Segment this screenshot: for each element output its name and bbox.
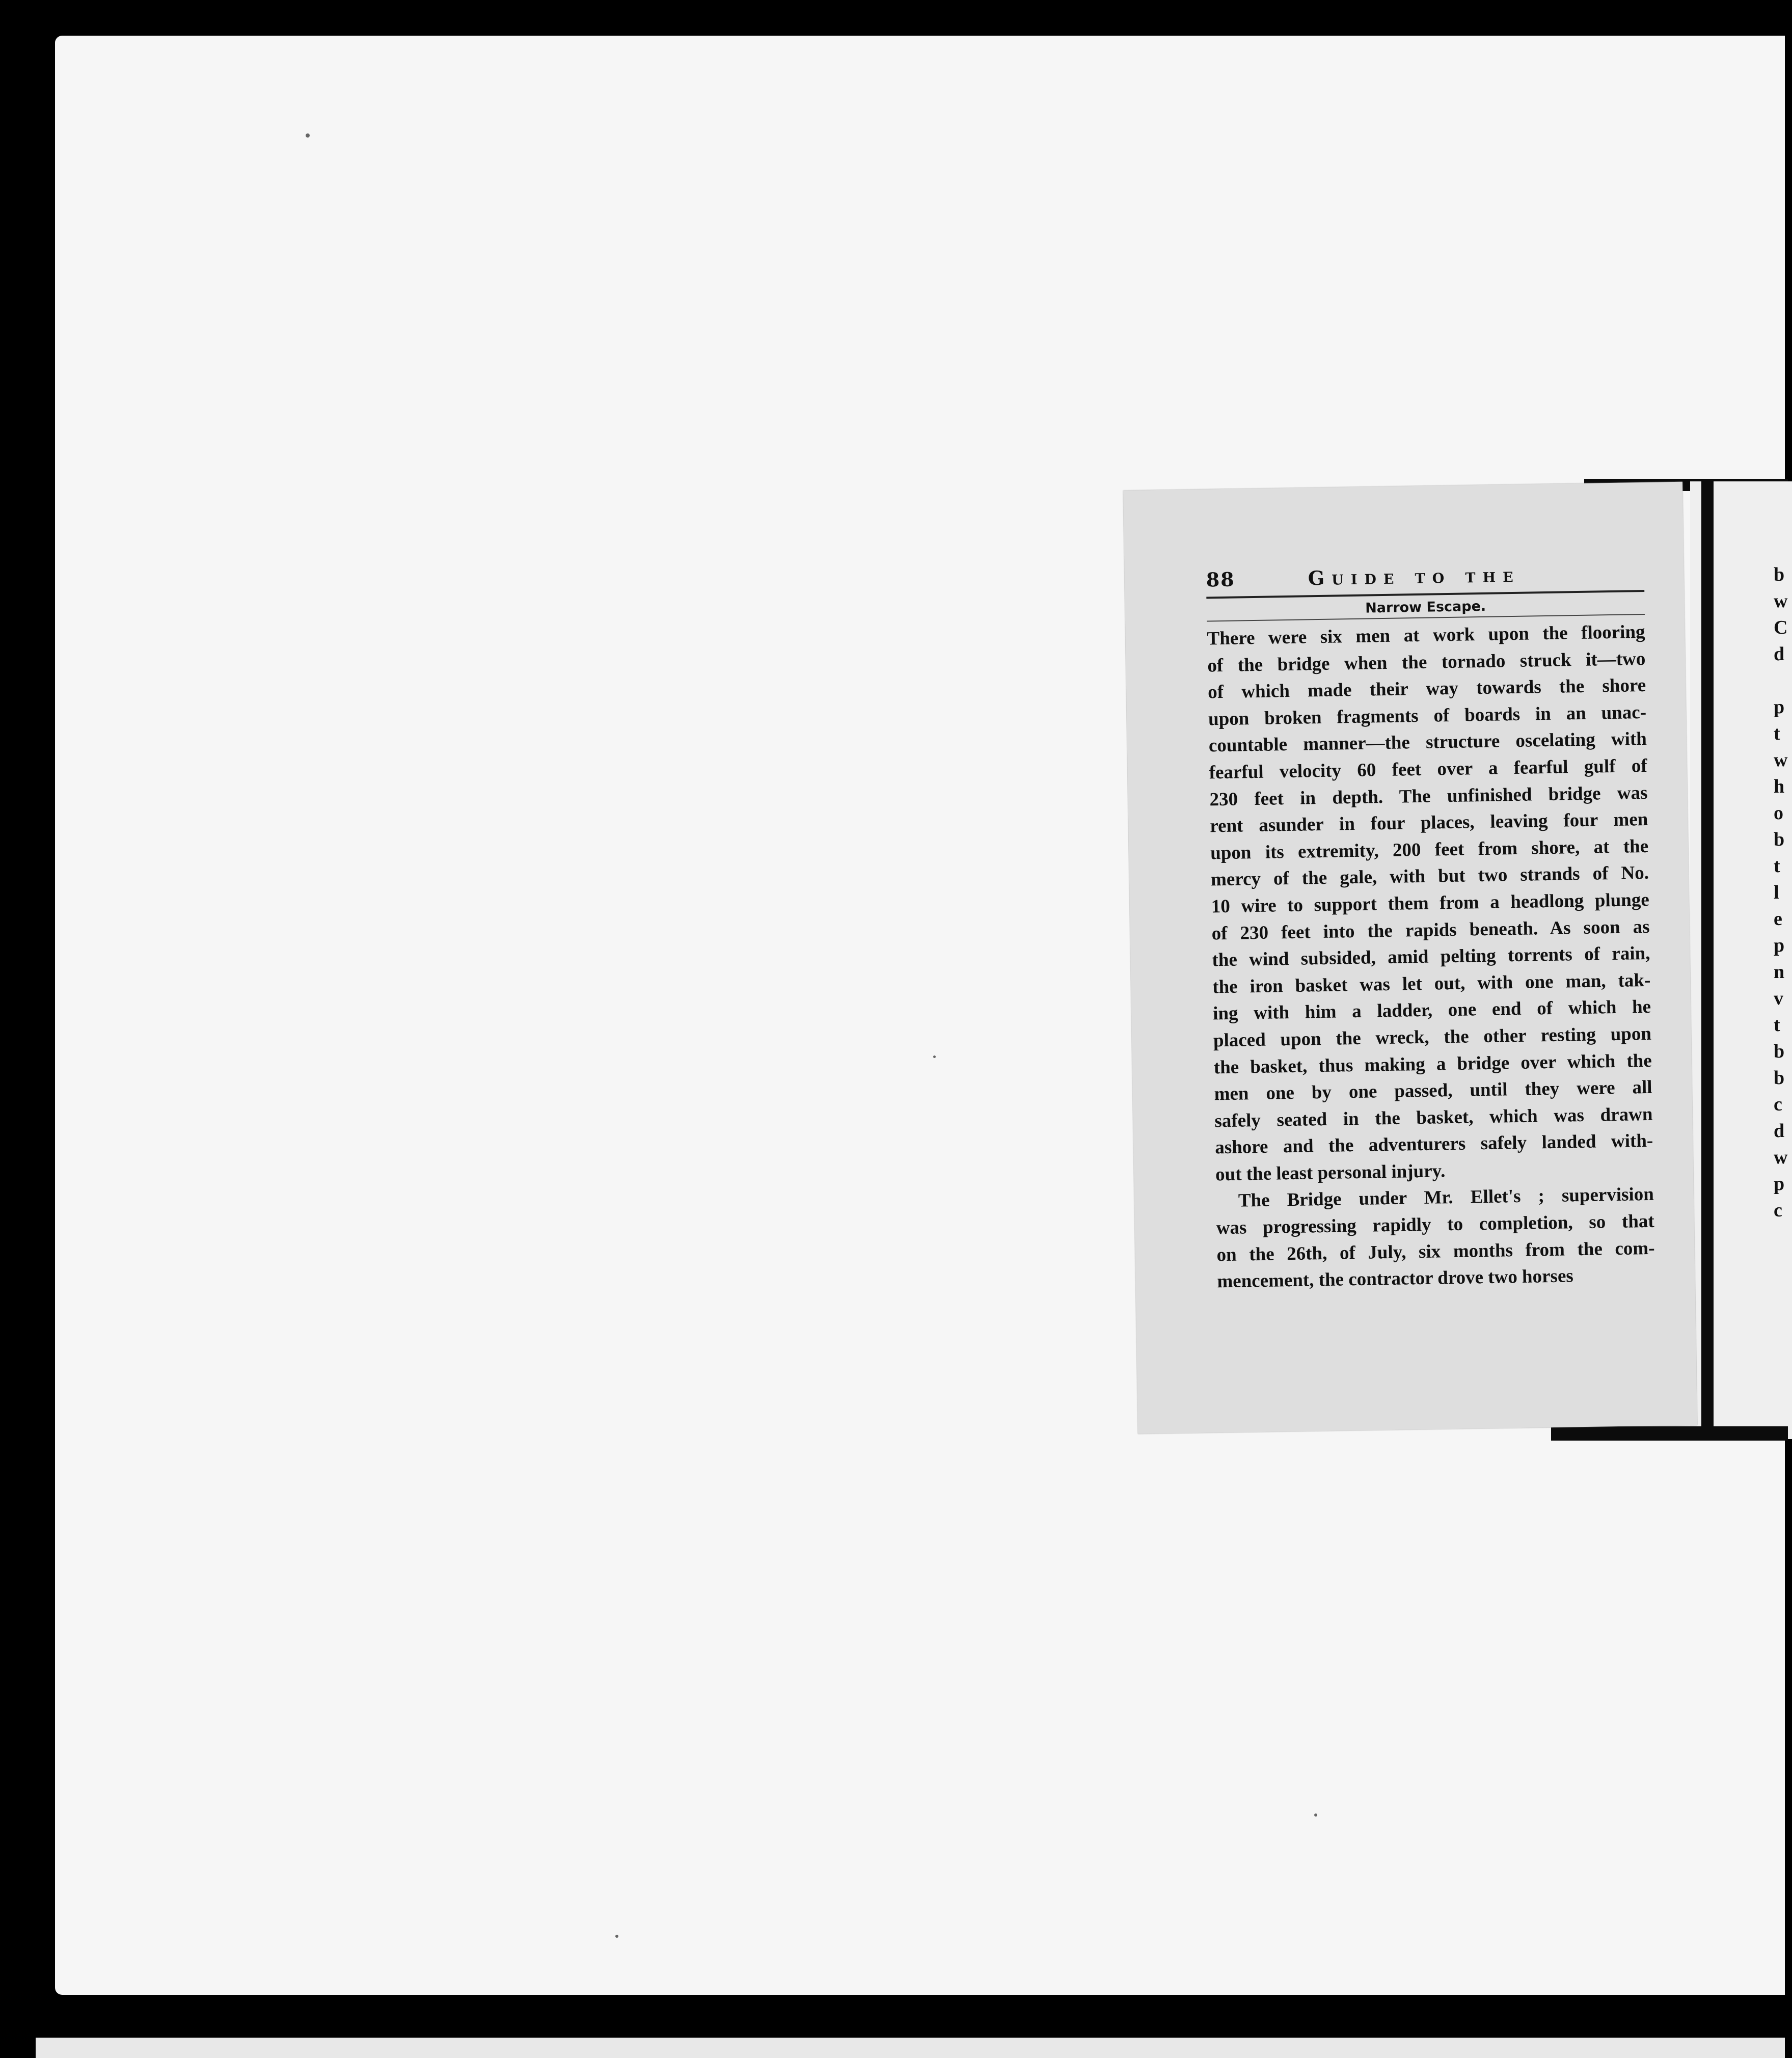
bottom-strip (36, 2038, 1785, 2058)
next-page-fragment: b (1774, 829, 1785, 850)
text-line: of which made their way towards the shore (1207, 675, 1646, 703)
next-page-fragment: c (1774, 1200, 1782, 1221)
next-page-fragment: w (1774, 749, 1788, 771)
section-title: Narrow Escape. (1365, 598, 1486, 616)
next-page-fragment: o (1774, 802, 1783, 824)
text-line: 10 wire to support them from a headlong plunge (1211, 889, 1650, 917)
text-line: of the bridge when the tornado struck it—two (1207, 648, 1646, 676)
text-line: out the least personal injury. (1215, 1160, 1446, 1185)
speck (615, 1935, 618, 1938)
text-line: upon its extremity, 200 feet from shore, at the (1210, 835, 1649, 864)
next-page-fragment: d (1774, 1120, 1785, 1142)
text-line: safely seated in the basket, which was drawn (1214, 1103, 1653, 1132)
page-content (1206, 561, 1655, 1295)
next-page-fragment: p (1774, 935, 1785, 956)
text-line: of 230 feet into the rapids beneath. As soon as (1211, 916, 1650, 944)
next-page-fragment: p (1774, 696, 1785, 718)
next-page-fragment: t (1774, 855, 1780, 877)
text-line: the basket, thus making a bridge over which the (1213, 1050, 1652, 1078)
text-line: upon broken fragments of boards in an unac- (1208, 701, 1647, 730)
text-line: the wind subsided, amid pelting torrents of rain, (1212, 942, 1650, 971)
next-page-fragment: w (1774, 1147, 1788, 1168)
clip-bar-bottom (1551, 1426, 1788, 1441)
next-page-fragment: n (1774, 961, 1785, 983)
next-page-fragment: h (1774, 776, 1785, 797)
text-line: countable manner—the structure oscelating with (1208, 728, 1647, 756)
next-page-fragment: v (1774, 988, 1783, 1009)
next-page-fragment (1774, 667, 1789, 694)
text-line: There were six men at work upon the flooring (1207, 621, 1645, 649)
next-page-fragment: b (1774, 564, 1785, 585)
text-line: the iron basket was let out, with one man, tak- (1212, 969, 1651, 998)
next-page-fragments (1774, 561, 1789, 1224)
next-page-fragment: e (1774, 908, 1782, 930)
next-page-fragment: t (1774, 1014, 1780, 1036)
text-line: ashore and the adventurers safely landed with- (1214, 1130, 1653, 1158)
next-page-fragment: c (1774, 1094, 1782, 1115)
page-number: 88 (1206, 567, 1236, 591)
clip-bar-vertical (1701, 481, 1714, 1429)
text-line: was progressing rapidly to completion, so that (1216, 1210, 1654, 1239)
speck (306, 133, 310, 138)
text-line: men one by one passed, until they were all (1214, 1076, 1652, 1105)
speck (933, 1055, 936, 1058)
text-line: 230 feet in depth. The unfinished bridge was (1209, 782, 1648, 810)
next-page-fragment: b (1774, 1041, 1785, 1062)
next-page-fragment: w (1774, 590, 1788, 612)
next-page-fragment: C (1774, 617, 1788, 638)
text-line: mencement, the contractor drove two horses (1217, 1265, 1574, 1292)
speck (1314, 1813, 1317, 1817)
next-page-fragment: b (1774, 1067, 1785, 1089)
text-line: rent asunder in four places, leaving four men (1210, 809, 1648, 837)
text-line: on the 26th, of July, six months from the com- (1216, 1237, 1655, 1265)
book-page (1123, 482, 1697, 1434)
next-page-fragment: d (1774, 643, 1785, 665)
text-line: fearful velocity 60 feet over a fearful gulf of (1209, 755, 1647, 783)
next-page-fragment: t (1774, 723, 1780, 744)
text-line: ing with him a ladder, one end of which he (1212, 996, 1651, 1024)
next-page-fragment: l (1774, 882, 1779, 903)
running-head: Guide to the (1308, 563, 1521, 590)
text-line: The Bridge under Mr. Ellet's ; supervision (1238, 1184, 1654, 1212)
body-text (1207, 619, 1655, 1295)
text-line: placed upon the wreck, the other resting upon (1213, 1023, 1652, 1051)
page-header (1206, 561, 1644, 594)
text-line: mercy of the gale, with but two strands of No. (1210, 862, 1649, 890)
next-page-fragment: p (1774, 1173, 1785, 1195)
